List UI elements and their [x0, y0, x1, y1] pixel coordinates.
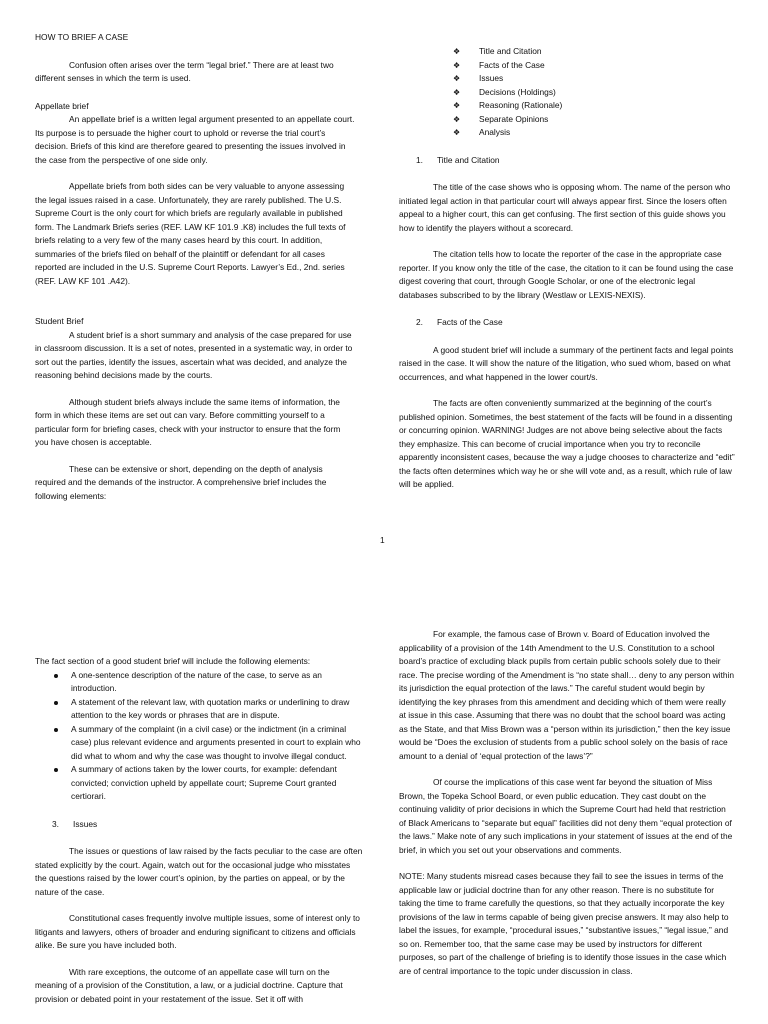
- section-1-paragraph-1: The title of the case shows who is opposing whom. The name of the person who initiated legal action in that particular court will always appear first. Since the losers often appeal to a higher court, this can get confusing. The first section of this guide shows you how to identify the players without a scorecard.: [399, 182, 731, 233]
- section-3-number: 3.: [52, 818, 59, 829]
- page1-right-column: [399, 45, 735, 492]
- student-brief-heading: Student Brief: [35, 316, 84, 326]
- list-item: ❖ Facts of the Case: [453, 59, 735, 73]
- intro-paragraph: Confusion often arises over the term “legal brief.” There are at least two different senses in which the term is used.: [35, 59, 334, 83]
- section-2-title: Facts of the Case: [437, 317, 503, 327]
- list-item: A one-sentence description of the nature of the case, to serve as an introduction.: [35, 669, 363, 696]
- section-2-paragraph-2: The facts are often conveniently summarized at the beginning of the court’s published opinion. Sometimes, the best statement of the facts will be found in a dissenting or concurring opinion. WARNING! Judges are not above being selective about the facts they emphasize. This can become of crucial importance when you try to reconcile apparently inconsistent cases, because the way a judge chooses to characterize and “edit” the facts often determines which way he or she will vote and, as a result, which rule of law will be applied.: [399, 398, 735, 489]
- section-3-paragraph-1: The issues or questions of law raised by the facts peculiar to the case are often stated explicitly by the court. Again, watch out for the occasional judge who misstates the questions raised by the lower court’s opinion, by the parties on appeal, or by the nature of the case.: [35, 846, 363, 897]
- elements-list: [453, 45, 735, 140]
- list-item: ❖ Separate Opinions: [453, 113, 735, 127]
- list-item: ❖ Decisions (Holdings): [453, 86, 735, 100]
- list-item: ❖ Title and Citation: [453, 45, 735, 59]
- facts-elements-list: [35, 669, 363, 804]
- appellate-paragraph-1: An appellate brief is a written legal argument presented to an appellate court. Its purpose is to persuade the higher court to uphold or reverse the trial court’s decision. Briefs of this kind are therefore geared to presenting the issues involved in the case from the perspective of one side only.: [35, 114, 355, 165]
- implications-paragraph: Of course the implications of this case went far beyond the situation of Miss Brown, the Topeka School Board, or even public education. They cast doubt on the continuing validity of prior decisions in which the Supreme Court had held that restriction of Black Americans to “separate but equal” facilities did not deny them “equal protection of the laws.” Make note of any such implications in your statement of issues at the end of the brief, in which you set out your observations and comments.: [399, 777, 733, 855]
- section-3-title: Issues: [73, 818, 98, 829]
- list-item: A summary of the complaint (in a civil case) or the indictment (in a criminal case) plus relevant evidence and arguments presented in court to explain who did what to whom and why the case was thought to involve illegal conduct.: [35, 723, 363, 764]
- list-item: ❖ Analysis: [453, 126, 735, 140]
- appellate-paragraph-2: Appellate briefs from both sides can be very valuable to anyone assessing the legal issues raised in a case. Unfortunately, they are rarely published. The U.S. Supreme Court is the only court for which briefs are regularly available in published form. The Landmark Briefs series (REF. LAW KF 101.9 .K8) includes the full texts of briefs relating to a very few of the many cases heard by this court. In addition, summaries of the briefs filed on behalf of the plaintiff or defendant for all cases reported are included in the U.S. Supreme Court Reports. Lawyer’s Ed., 2nd. series (REF. LAW KF 101 .A42).: [35, 181, 346, 286]
- appellate-brief-heading: Appellate brief: [35, 100, 89, 111]
- page2-left-column: [35, 655, 363, 1006]
- student-paragraph-2: Although student briefs always include the same items of information, the form in which these items are set out can vary. Before committing yourself to a particular form for briefing cases, check with your instructor to ensure that the form you have chosen is acceptable.: [35, 396, 341, 447]
- section-2-heading: [399, 316, 735, 330]
- list-item: A summary of actions taken by the lower courts, for example: defendant convicted; conviction upheld by appellate court; Supreme Court granted certiorari.: [35, 763, 363, 804]
- section-3-paragraph-3: With rare exceptions, the outcome of an appellate case will turn on the meaning of a provision of the Constitution, a law, or a judicial doctrine. Capture that provision or debated point in your restatement of the issue. Set it off with: [35, 966, 343, 1004]
- section-1-number: 1.: [416, 154, 423, 165]
- list-item: ❖ Reasoning (Rationale): [453, 99, 735, 113]
- section-2-paragraph-1: A good student brief will include a summary of the pertinent facts and legal points raised in the case. It will show the nature of the litigation, who sued whom, based on what occurrences, and what happened in the lower court/s.: [399, 344, 734, 382]
- document-title: HOW TO BRIEF A CASE: [35, 32, 129, 42]
- section-1-heading: [399, 154, 735, 168]
- page1-left-column: [35, 31, 355, 503]
- section-3-heading: [35, 818, 363, 832]
- student-paragraph-1: A student brief is a short summary and analysis of the case prepared for use in classroom discussion. It is a set of notes, presented in a systematic way, in order to sort out the parties, identify the issues, ascertain what was decided, and analyze the reasoning behind decisions made by the courts.: [35, 329, 353, 380]
- page2-right-column: [399, 628, 735, 978]
- page-number: 1: [380, 535, 385, 545]
- section-1-paragraph-2: The citation tells how to locate the reporter of the case in the appropriate case reporter. If you know only the title of the case, the citation to it can be found using the case digest covering that court, through Google Scholar, or one of the electronic legal databases subscribed to by the library (Westlaw or LEXIS-NEXIS).: [399, 249, 734, 300]
- list-item: ❖ Issues: [453, 72, 735, 86]
- brown-example-paragraph: For example, the famous case of Brown v. Board of Education involved the applicability of a provision of the 14th Amendment to the U.S. Constitution to a school board’s practice of excluding black pupils from certain public schools solely due to their race. The precise wording of the Amendment is “no state shall… deny to any person within its jurisdiction the equal protection of the laws.” The careful student would begin by identifying the key phrases from this amendment and deciding which of them were really at issue in this case. Assuming that there was no doubt that the school board was acting as the State, and that Miss Brown was a “person within its jurisdiction,” then the key issue would be “Does the exclusion of students from a public school solely on the basis of race amount to a denial of ‘equal protection of the laws’?”: [399, 629, 735, 761]
- list-item: A statement of the relevant law, with quotation marks or underlining to draw attention to the key words or phrases that are in dispute.: [35, 696, 363, 723]
- section-2-number: 2.: [416, 317, 423, 327]
- note-paragraph: NOTE: Many students misread cases because they fail to see the issues in terms of the applicable law or judicial doctrine than for any other reason. There is no substitute for taking the time to frame carefully the questions, so that they actually incorporate the key provisions of the law in terms capable of being given precise answers. It may also help to label the issues, for example, “procedural issues,” “substantive issues,” “legal issue,” and so on. Remember too, that the same case may be used by instructors for different purposes, so part of the challenge of briefing is to identify those issues in the case which are of central importance to the topic under discussion in class.: [399, 871, 729, 976]
- section-3-paragraph-2: Constitutional cases frequently involve multiple issues, some of interest only to litigants and lawyers, others of broader and enduring significant to citizens and officials alike. Be sure you have included both.: [35, 913, 360, 950]
- section-1-title: Title and Citation: [437, 154, 500, 165]
- facts-intro: The fact section of a good student brief will include the following elements:: [35, 656, 311, 666]
- student-paragraph-3: These can be extensive or short, depending on the depth of analysis required and the demands of the instructor. A comprehensive brief includes the following elements:: [35, 463, 327, 501]
